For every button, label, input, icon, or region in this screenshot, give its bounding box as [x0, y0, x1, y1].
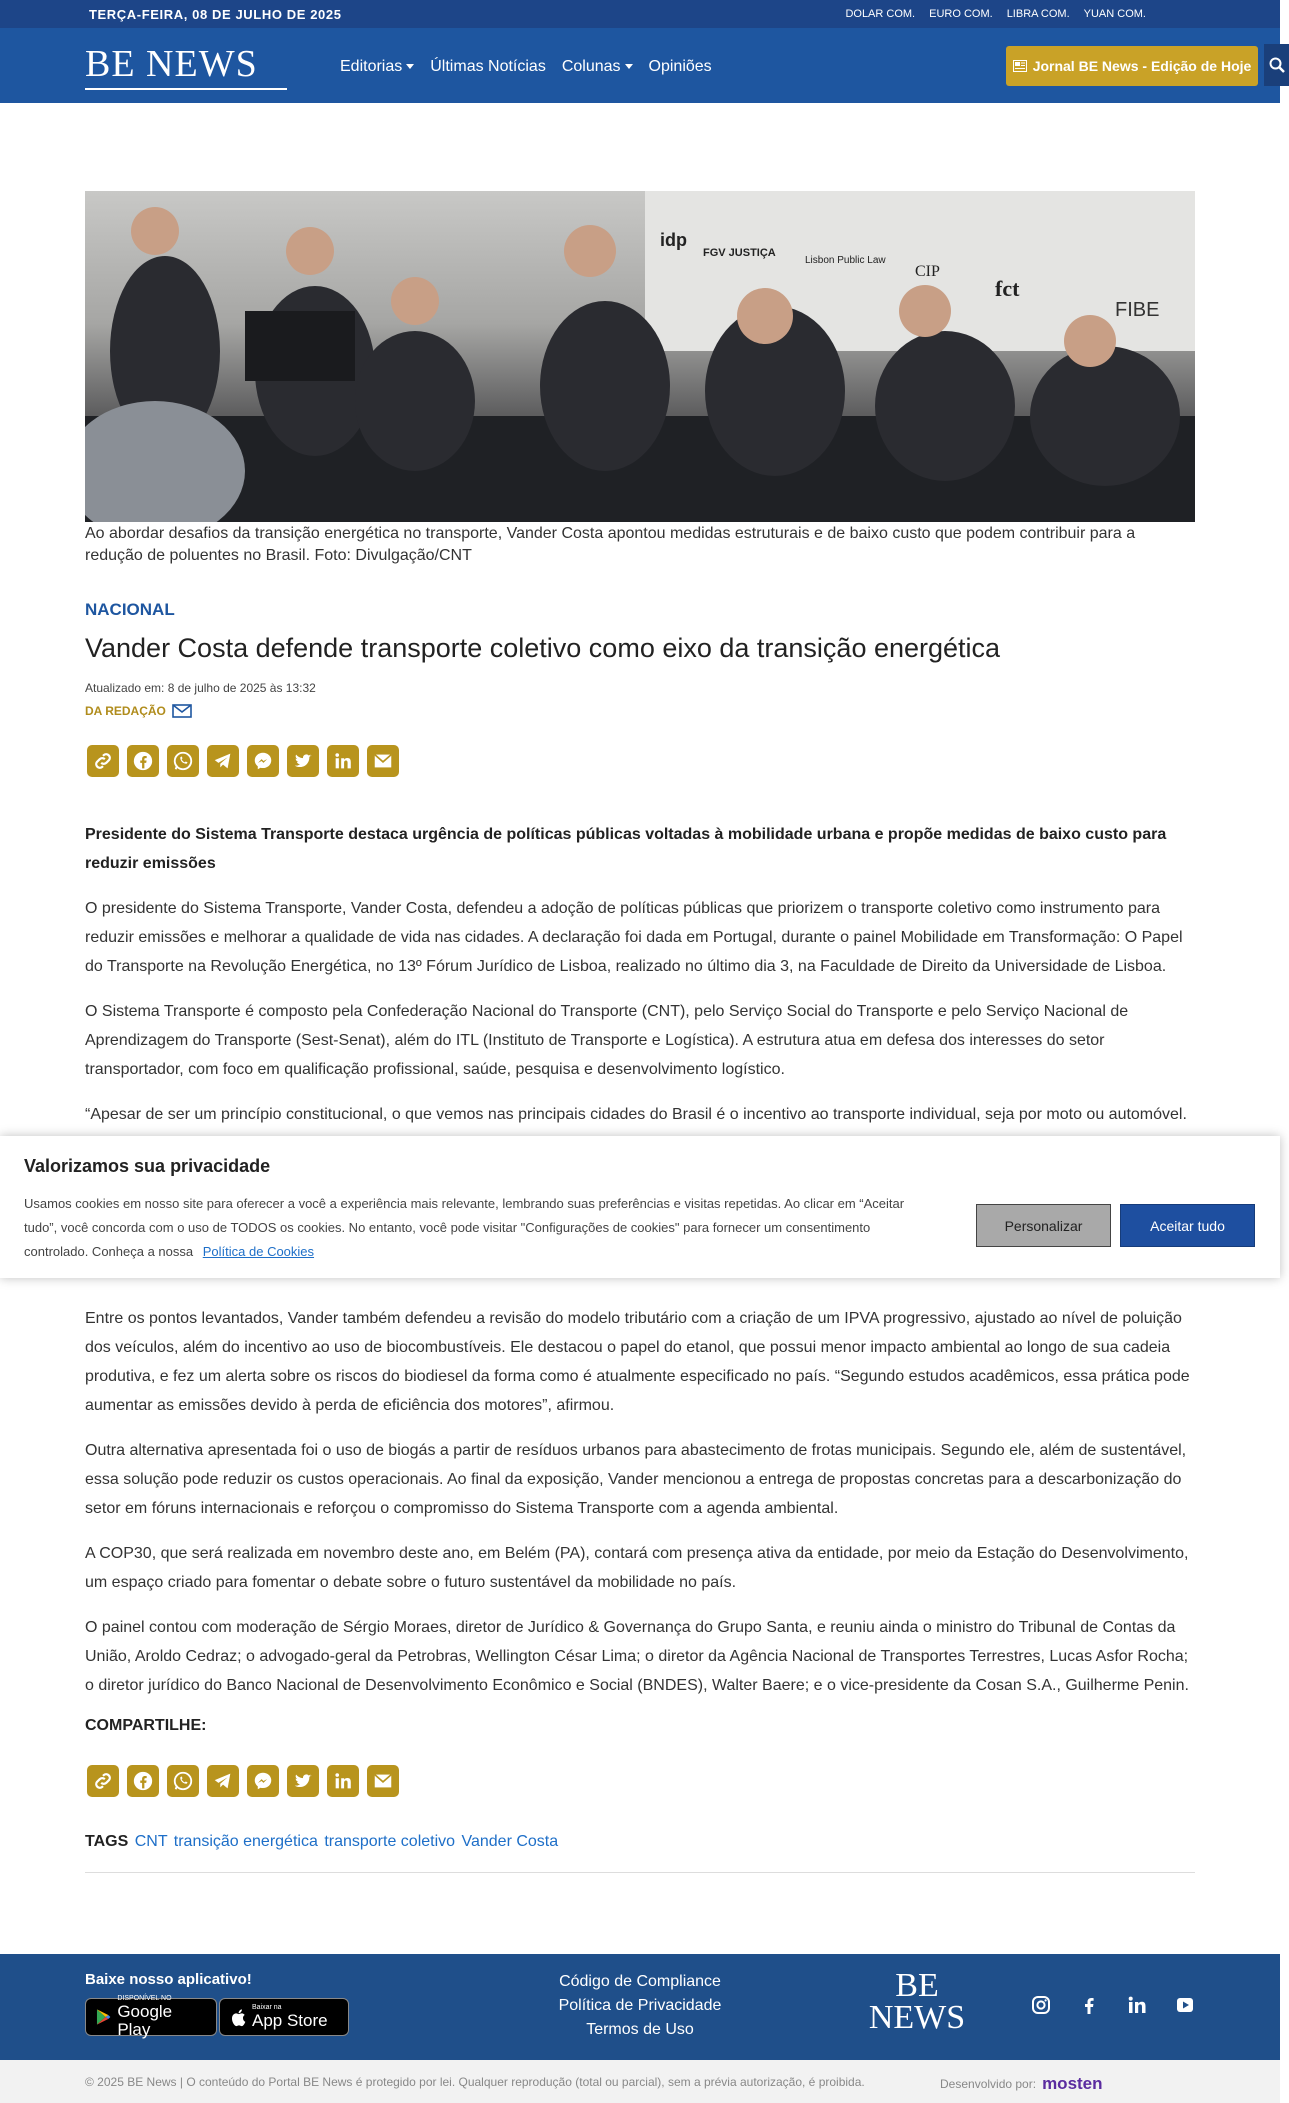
- app-store-big-text: App Store: [252, 2011, 328, 2030]
- youtube-icon: [1175, 1995, 1195, 2015]
- share-twitter-button[interactable]: [287, 1765, 319, 1797]
- share-messenger-button[interactable]: [247, 745, 279, 777]
- article-lead: Presidente do Sistema Transporte destaca urgência de políticas públicas voltadas à mobilidade urbana e propõe medidas de baixo custo para reduzir emissões: [85, 826, 1167, 872]
- social-links: [1030, 1994, 1196, 2016]
- newspaper-icon: [1013, 60, 1027, 72]
- cookie-text: [24, 1192, 924, 1264]
- hero-photo-illustration: [85, 191, 1195, 522]
- copyright-text: © 2025 BE News | O conteúdo do Portal BE News é protegido por lei. Qualquer reprodução (total ou parcial), sem a prévia autorização, é proibida.: [85, 2075, 865, 2089]
- backdrop-logo-fibe: FIBE: [1115, 299, 1160, 321]
- share-label: COMPARTILHE:: [85, 1717, 207, 1734]
- developer-brand: mosten: [1042, 2074, 1103, 2093]
- link-icon: [92, 750, 114, 772]
- nav-item-ultimas-noticias[interactable]: Últimas Notícias: [430, 58, 546, 75]
- article-body-top: [85, 820, 1195, 1145]
- telegram-icon: [212, 1770, 234, 1792]
- jornal-edicao-button[interactable]: [1006, 46, 1258, 86]
- top-bar: [0, 0, 1280, 28]
- search-icon: [1269, 57, 1285, 73]
- linkedin-link[interactable]: [1126, 1994, 1148, 2016]
- share-whatsapp-button[interactable]: [167, 745, 199, 777]
- search-button[interactable]: [1264, 44, 1289, 86]
- article-paragraph: “Apesar de ser um princípio constitucional, o que vemos nas principais cidades do Brasil é o incentivo ao transporte individual, seja por moto ou automóvel.: [85, 1106, 1187, 1123]
- backdrop-logo-fgv: FGV JUSTIÇA: [703, 247, 776, 259]
- rate-dolar: DOLAR COM.: [845, 8, 916, 20]
- whatsapp-icon: [172, 750, 194, 772]
- twitter-icon: [292, 1770, 314, 1792]
- cookie-policy-link[interactable]: Política de Cookies: [202, 1244, 315, 1259]
- google-play-icon: [96, 2008, 111, 2026]
- rate-yuan: YUAN COM.: [1083, 8, 1146, 20]
- site-logo-text: BE NEWS: [85, 43, 258, 85]
- share-linkedin-button[interactable]: [327, 745, 359, 777]
- site-logo[interactable]: [85, 44, 287, 86]
- footer: [0, 1954, 1280, 2060]
- cookie-text-body: Usamos cookies em nosso site para oferecer a você a experiência mais relevante, lembrando suas preferências e visitas repetidas. Ao clicar em “Aceitar tudo”, você concorda com o uso de TODOS os cookies. No entanto, você pode visitar "Configurações de cookies" para fornecer um consentimento controlado. Conheça a nossa: [24, 1196, 905, 1259]
- share-linkedin-button[interactable]: [327, 1765, 359, 1797]
- whatsapp-icon: [172, 1770, 194, 1792]
- backdrop-logo-cip: CIP: [915, 263, 940, 280]
- facebook-link[interactable]: [1078, 1994, 1100, 2016]
- article-updated: Atualizado em: 8 de julho de 2025 às 13:32: [85, 681, 316, 695]
- envelope-icon: [172, 704, 192, 718]
- article-paragraph: O Sistema Transporte é composto pela Confederação Nacional do Transporte (CNT), pelo Serviço Social do Transporte e pelo Serviço Nacional de Aprendizagem do Transporte (Sest-Senat), além do ITL (Instituto de Transporte e Logística). A estrutura atua em defesa dos interesses do setor transportador, com foco em qualificação profissional, saúde, pesquisa e desenvolvimento logístico.: [85, 1003, 1129, 1078]
- share-bar-bottom: [87, 1765, 399, 1797]
- footer-link-compliance[interactable]: Código de Compliance: [559, 1973, 721, 1990]
- currency-rates: [845, 8, 1146, 20]
- messenger-icon: [252, 750, 274, 772]
- article-paragraph: O presidente do Sistema Transporte, Vander Costa, defendeu a adoção de políticas públicas que priorizem o transporte coletivo como instrumento para reduzir emissões e melhorar a qualidade de vida nas cidades. A declaração foi dada em Portugal, durante o painel Mobilidade em Transformação: O Papel do Transporte na Revolução Energética, no 13º Fórum Jurídico de Lisboa, realizado no último dia 3, na Faculdade de Direito da Universidade de Lisboa.: [85, 900, 1183, 975]
- footer-link-termos[interactable]: Termos de Uso: [586, 2021, 694, 2038]
- cookie-customize-button[interactable]: Personalizar: [976, 1204, 1111, 1247]
- youtube-link[interactable]: [1174, 1994, 1196, 2016]
- logo-underline: [85, 88, 287, 90]
- backdrop-logo-idp: idp: [660, 230, 687, 250]
- developer-credit[interactable]: [940, 2074, 1103, 2094]
- tag-link[interactable]: transporte coletivo: [324, 1833, 456, 1850]
- tags-label: TAGS: [85, 1833, 129, 1850]
- developer-label: Desenvolvido por:: [940, 2077, 1037, 2091]
- nav-menu: [340, 58, 712, 76]
- tag-link[interactable]: transição energética: [173, 1833, 318, 1850]
- article-tags: [85, 1833, 558, 1851]
- app-store-badge[interactable]: [219, 1998, 349, 2036]
- instagram-link[interactable]: [1030, 1994, 1052, 2016]
- share-telegram-button[interactable]: [207, 745, 239, 777]
- nav-item-editorias[interactable]: Editorias: [340, 58, 414, 76]
- article-paragraph: O painel contou com moderação de Sérgio Moraes, diretor de Jurídico & Governança do Grupo Santa, e reuniu ainda o ministro do Tribunal de Contas da União, Aroldo Cedraz; o advogado-geral da Petrobras, Wellington César Lima; o diretor da Agência Nacional de Transportes Terrestres, Lucas Asfor Rocha; o diretor jurídico do Banco Nacional de Desenvolvimento Econômico e Social (BNDES), Walter Baere; e o vice-presidente da Cosan S.A., Guilherme Penin.: [85, 1619, 1189, 1694]
- current-date: TERÇA-FEIRA, 08 DE JULHO DE 2025: [89, 7, 342, 22]
- cookie-accept-all-button[interactable]: Aceitar tudo: [1120, 1204, 1255, 1247]
- google-play-big-text: Google Play: [117, 2002, 173, 2039]
- article-author[interactable]: [85, 704, 192, 718]
- google-play-small-text: DISPONÍVEL NO: [117, 1995, 172, 2002]
- share-messenger-button[interactable]: [247, 1765, 279, 1797]
- divider: [85, 1872, 1195, 1873]
- nav-item-opinioes[interactable]: Opiniões: [648, 58, 712, 75]
- cookie-title: Valorizamos sua privacidade: [24, 1156, 271, 1176]
- cookie-banner: [0, 1136, 1280, 1278]
- article-author-label: DA REDAÇÃO: [85, 704, 166, 718]
- article-paragraph: Entre os pontos levantados, Vander também defendeu a revisão do modelo tributário com a criação de um IPVA progressivo, ajustado ao nível de poluição dos veículos, além do incentivo ao uso de biocombustíveis. Ele destacou o papel do etanol, que possui menor impacto ambiental ao longo de sua cadeia produtiva, e fez um alerta sobre os riscos do biodiesel da forma como é atualmente especificado no país. “Segundo estudos acadêmicos, essa prática pode aumentar as emissões devido à perda de eficiência dos motores”, afirmou.: [85, 1310, 1190, 1414]
- instagram-icon: [1031, 1995, 1051, 2015]
- twitter-icon: [292, 750, 314, 772]
- share-link-button[interactable]: [87, 1765, 119, 1797]
- nav-item-colunas[interactable]: Colunas: [562, 58, 633, 76]
- article-body-bottom: [85, 1304, 1195, 1716]
- google-play-badge[interactable]: [85, 1995, 217, 2039]
- article-paragraph: Outra alternativa apresentada foi o uso de biogás a partir de resíduos urbanos para abastecimento de frotas municipais. Segundo ele, além de sustentável, essa solução pode reduzir os custos operacionais. Ao final da exposição, Vander mencionou a entrega de propostas concretas para a descarbonização do setor em fóruns internacionais e reforçou o compromisso do Sistema Transporte com a agenda ambiental.: [85, 1442, 1187, 1517]
- footer-logo[interactable]: BE NEWS: [868, 1967, 966, 2036]
- share-link-button[interactable]: [87, 745, 119, 777]
- article-category[interactable]: NACIONAL: [85, 600, 175, 619]
- linkedin-icon: [332, 1770, 354, 1792]
- footer-link-privacidade[interactable]: Política de Privacidade: [558, 1997, 722, 2014]
- rate-libra: LIBRA COM.: [1006, 8, 1070, 20]
- share-bar-top: [87, 745, 399, 777]
- footer-links: [520, 1970, 760, 2042]
- share-email-button[interactable]: [367, 1765, 399, 1797]
- share-whatsapp-button[interactable]: [167, 1765, 199, 1797]
- article-title: Vander Costa defende transporte coletivo como eixo da transição energética: [85, 633, 1001, 663]
- linkedin-icon: [332, 750, 354, 772]
- facebook-icon: [1079, 1995, 1099, 2015]
- rate-euro: EURO COM.: [929, 8, 993, 20]
- linkedin-icon: [1127, 1995, 1147, 2015]
- facebook-icon: [132, 1770, 154, 1792]
- tag-link[interactable]: CNT: [134, 1833, 168, 1850]
- share-email-button[interactable]: [367, 745, 399, 777]
- share-twitter-button[interactable]: [287, 745, 319, 777]
- jornal-edicao-label: Jornal BE News - Edição de Hoje: [1032, 58, 1252, 74]
- email-icon: [372, 1770, 394, 1792]
- main-navigation: [0, 28, 1280, 103]
- share-telegram-button[interactable]: [207, 1765, 239, 1797]
- facebook-icon: [132, 750, 154, 772]
- photo-caption: Ao abordar desafios da transição energética no transporte, Vander Costa apontou medidas estruturais e de baixo custo que podem contribuir para a redução de poluentes no Brasil. Foto: Divulgação/CNT: [85, 525, 1136, 564]
- backdrop-logo-fct: fct: [995, 276, 1020, 301]
- article-paragraph: A COP30, que será realizada em novembro deste ano, em Belém (PA), contará com presença ativa da entidade, por meio da Estação do Desenvolvimento, um espaço criado para fomentar o debate sobre o futuro sustentável da mobilidade no país.: [85, 1545, 1189, 1591]
- share-facebook-button[interactable]: [127, 745, 159, 777]
- share-facebook-button[interactable]: [127, 1765, 159, 1797]
- app-download-title: Baixe nosso aplicativo!: [85, 1971, 252, 1988]
- backdrop-logo-lisbon: Lisbon Public Law: [805, 255, 886, 266]
- hero-photo: [85, 191, 1195, 522]
- bottom-bar: [0, 2060, 1280, 2103]
- email-icon: [372, 750, 394, 772]
- tag-link[interactable]: Vander Costa: [461, 1833, 559, 1850]
- messenger-icon: [252, 1770, 274, 1792]
- telegram-icon: [212, 750, 234, 772]
- apple-icon: [230, 2008, 246, 2027]
- link-icon: [92, 1770, 114, 1792]
- app-store-small-text: Baixar na: [252, 2004, 282, 2011]
